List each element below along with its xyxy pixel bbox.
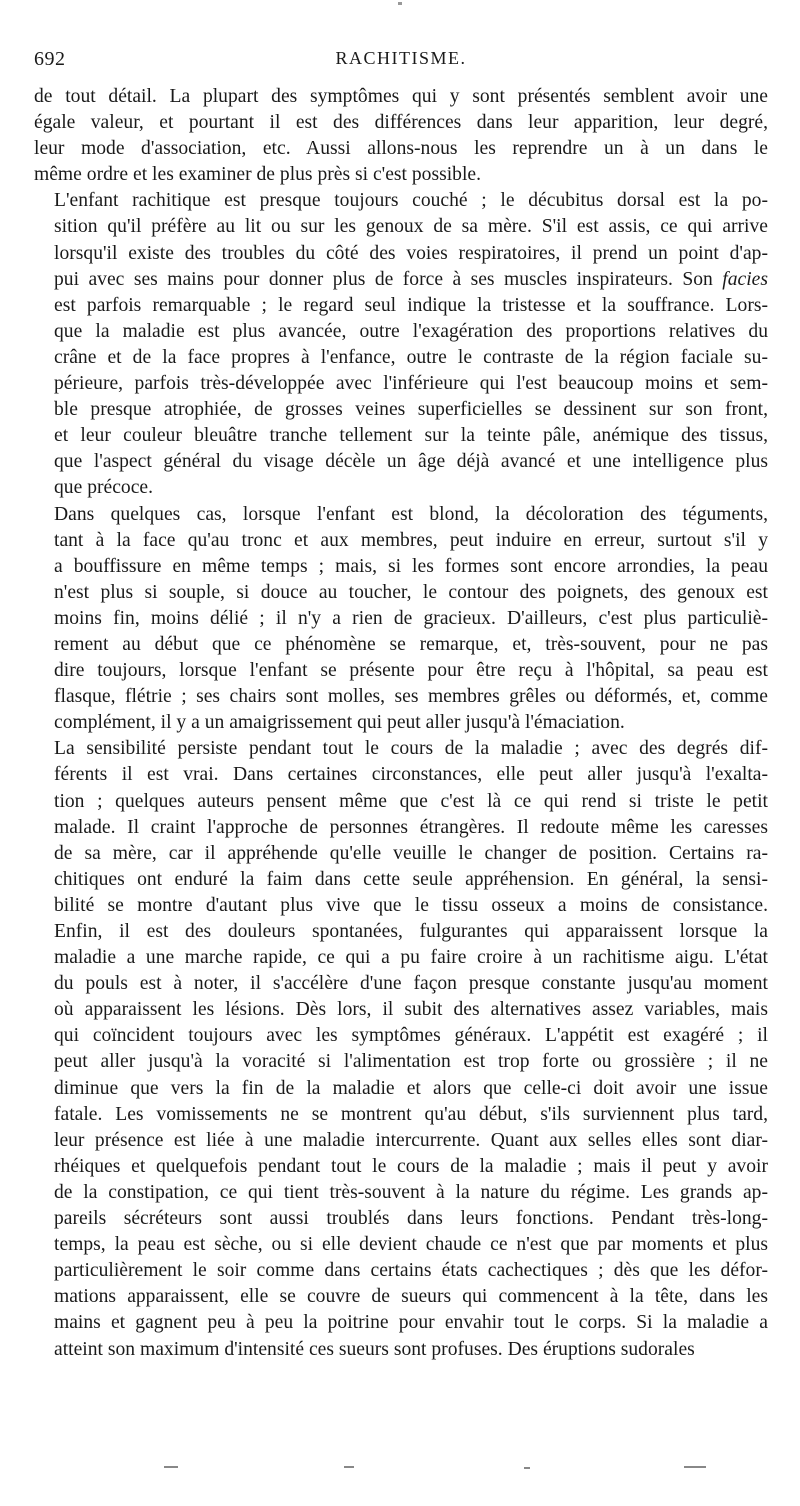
text-line: mations apparaissent, elle se couvre de sueurs qui commencent à la tête, dans les <box>54 1286 768 1308</box>
text-line: leur présence est liée à une maladie intercurrente. Quant aux selles elles sont diar- <box>54 1129 768 1151</box>
body-text <box>34 84 768 1363</box>
italic-term: facies <box>722 268 768 290</box>
text-line: mains et gagnent peu à peu la poitrine pour envahir tout le corps. Si la maladie a <box>54 1312 768 1334</box>
paragraph <box>34 188 768 501</box>
text-line: diminue que vers la fin de la maladie et alors que celle-ci doit avoir une issue <box>54 1077 768 1099</box>
text-line: peut aller jusqu'à la voracité si l'alimentation est trop forte ou grossière ; il ne <box>54 1051 768 1073</box>
text-line: même ordre et les examiner de plus près si c'est possible. <box>34 164 481 186</box>
text-line: que la maladie est plus avancée, outre l'exagération des proportions relatives du <box>54 320 768 342</box>
text-line: La sensibilité persiste pendant tout le cours de la maladie ; avec des degrés dif- <box>54 738 768 760</box>
text-line: dire toujours, lorsque l'enfant se présente pour être reçu à l'hôpital, sa peau est <box>54 660 768 682</box>
text-line: fatale. Les vomissements ne se montrent qu'au début, s'ils surviennent plus tard, <box>54 1103 768 1125</box>
text-line: de tout détail. La plupart des symptômes qui y sont présentés semblent avoir une <box>34 86 768 107</box>
text-line: complément, il y a un amaigrissement qui peut aller jusqu'à l'émaciation. <box>54 712 625 734</box>
running-title: RACHITISME. <box>335 48 467 68</box>
scan-speck <box>344 1466 354 1468</box>
text-line: ble presque atrophiée, de grosses veines superficielles se dessinent sur son front, <box>54 399 768 421</box>
text-line: rement au début que ce phénomène se remarque, et, très-souvent, pour ne pas <box>54 633 768 655</box>
scan-speck <box>164 1466 178 1468</box>
text-line: L'enfant rachitique est presque toujours couché ; le décubitus dorsal est la po- <box>54 190 768 212</box>
text-line: maladie a une marche rapide, ce qui a pu faire croire à un rachitisme aigu. L'état <box>54 947 768 969</box>
scan-specks <box>94 1462 734 1472</box>
text-line: crâne et de la face propres à l'enfance, outre le contraste de la région faciale su- <box>54 346 768 368</box>
text-line: que précoce. <box>54 477 153 499</box>
paragraph <box>34 736 768 1362</box>
text-line: rhéiques et quelquefois pendant tout le cours de la maladie ; mais il peut y avoir <box>54 1155 768 1177</box>
text-line: tant à la face qu'au tronc et aux membres, peut induire en erreur, surtout s'il y <box>54 529 768 551</box>
text-line: que l'aspect général du visage décèle un âge déjà avancé et une intelligence plus <box>54 451 768 473</box>
text-line: égale valeur, et pourtant il est des différences dans leur apparition, leur degré, <box>34 112 768 134</box>
text-line: temps, la peau est sèche, ou si elle devient chaude ce n'est que par moments et plus <box>54 1234 768 1256</box>
text-line: Dans quelques cas, lorsque l'enfant est blond, la décoloration des téguments, <box>54 503 768 525</box>
text-line: férents il est vrai. Dans certaines circonstances, elle peut aller jusqu'à l'exalta- <box>54 764 768 786</box>
scan-speck <box>684 1466 706 1468</box>
text-line: malade. Il craint l'approche de personnes étrangères. Il redoute même les caresses <box>54 816 768 838</box>
text-line: de la constipation, ce qui tient très-souvent à la nature du régime. Les grands ap- <box>54 1181 768 1203</box>
text-line: pareils sécréteurs sont aussi troublés dans leurs fonctions. Pendant très-long- <box>54 1208 768 1230</box>
paragraph <box>34 84 768 188</box>
text-line: moins fin, moins délié ; il n'y a rien de gracieux. D'ailleurs, c'est plus particuliè- <box>54 607 768 629</box>
text-line: où apparaissent les lésions. Dès lors, il subit des alternatives assez variables, mais <box>54 999 768 1021</box>
running-head <box>34 48 768 74</box>
text-line: qui coïncident toujours avec les symptômes généraux. L'appétit est exagéré ; il <box>54 1025 768 1047</box>
text-line: particulièrement le soir comme dans certains états cachectiques ; dès que les défor- <box>54 1260 768 1282</box>
text-line: et leur couleur bleuâtre tranche tellement sur la teinte pâle, anémique des tissus, <box>54 425 768 447</box>
text-line: a bouffissure en même temps ; mais, si les formes sont encore arrondies, la peau <box>54 555 768 577</box>
text-line: est parfois remarquable ; le regard seul indique la tristesse et la souffrance. Lors- <box>54 294 768 316</box>
text-line: du pouls est à noter, il s'accélère d'une façon presque constante jusqu'au moment <box>54 973 768 995</box>
text-line: pui avec ses mains pour donner plus de force à ses muscles inspirateurs. Son facies <box>54 268 768 290</box>
text-line: tion ; quelques auteurs pensent même que c'est là ce qui rend si triste le petit <box>54 790 768 812</box>
text-line: Enfin, il est des douleurs spontanées, fulgurantes qui apparaissent lorsque la <box>54 921 768 942</box>
text-line: n'est plus si souple, si douce au toucher, le contour des poignets, des genoux est <box>54 581 768 603</box>
text-line: sition qu'il préfère au lit ou sur les genoux de sa mère. S'il est assis, ce qui arrive <box>54 216 768 238</box>
book-page <box>34 0 768 1506</box>
text-line: lorsqu'il existe des troubles du côté des voies respiratoires, il prend un point d'ap- <box>54 242 768 264</box>
scan-speck <box>524 1467 530 1469</box>
text-line: bilité se montre d'autant plus vive que le tissu osseux a moins de consistance. <box>54 894 768 916</box>
text-line: périeure, parfois très-développée avec l'inférieure qui l'est beaucoup moins et sem- <box>54 373 768 395</box>
page-number: 692 <box>34 48 66 70</box>
paragraph <box>34 502 768 737</box>
text-line: leur mode d'association, etc. Aussi allons-nous les reprendre un à un dans le <box>34 138 768 160</box>
text-line: flasque, flétrie ; ses chairs sont molles, ses membres grêles ou déformés, et, comme <box>54 686 768 708</box>
text-line: de sa mère, car il appréhende qu'elle veuille le changer de position. Certains ra- <box>54 842 768 864</box>
text-line: atteint son maximum d'intensité ces sueurs sont profuses. Des éruptions sudorales <box>54 1338 695 1360</box>
text-line: chitiques ont enduré la faim dans cette seule appréhension. En général, la sensi- <box>54 868 768 890</box>
